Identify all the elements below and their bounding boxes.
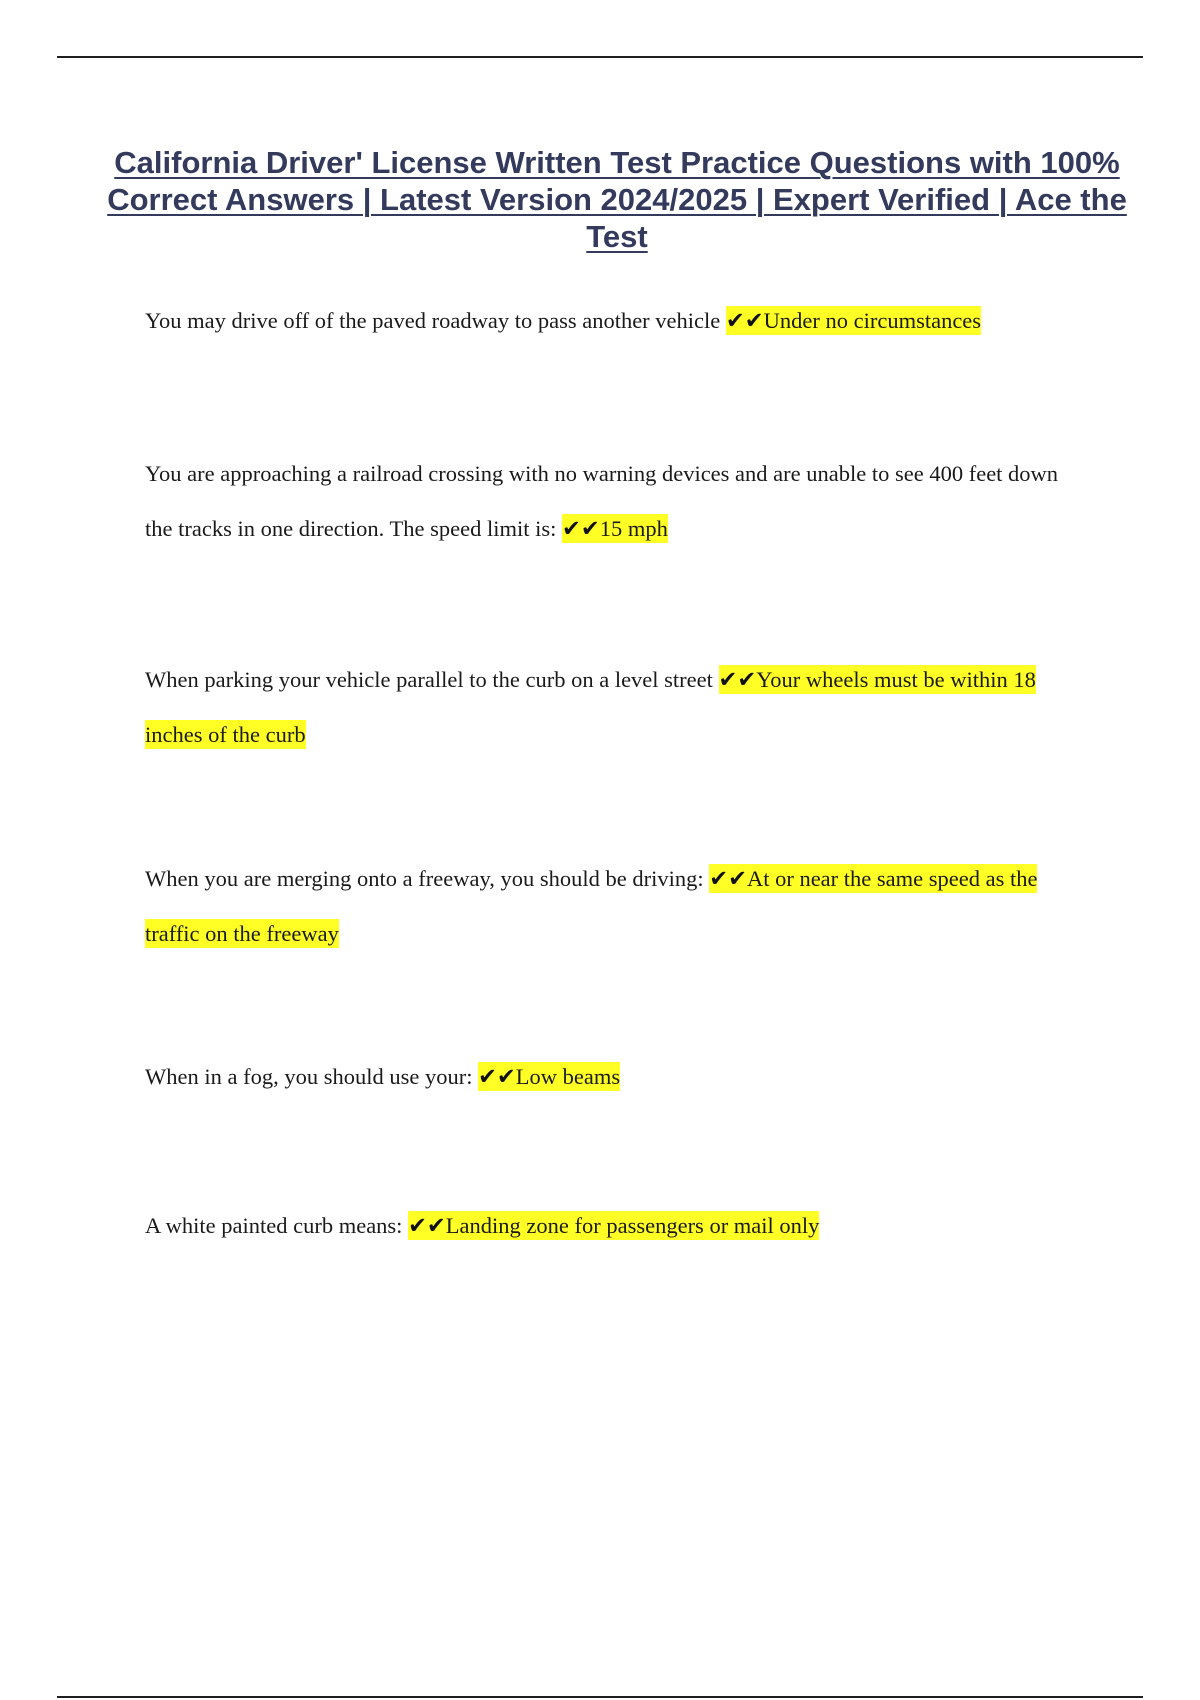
qa-item-6 [145, 1198, 1080, 1253]
question-text: When in a fog, you should use your: [145, 1064, 479, 1089]
qa-item-2 [145, 446, 1080, 556]
footer-rule [57, 1696, 1143, 1698]
document-title-text: California Driver' License Written Test Practice Questions with 100% Correct Answers | Latest Version 2024/2025 | Expert Verified | Ace the Test [107, 145, 1127, 254]
question-text: When you are merging onto a freeway, you should be driving: [145, 866, 710, 891]
document-title [100, 144, 1134, 255]
answer-text: At or near the same speed as the traffic on the freeway [145, 866, 1038, 946]
answer-highlight [562, 514, 668, 543]
question-text: You are approaching a railroad crossing with no warning devices and are unable to see 400 feet down the tracks in one direction. The speed limit is: [145, 461, 1059, 541]
answer-text: Landing zone for passengers or mail only [445, 1213, 820, 1238]
answer-text: Your wheels must be within 18 inches of the curb [145, 667, 1036, 747]
qa-item-3 [145, 652, 1080, 762]
question-text: A white painted curb means: [145, 1213, 409, 1238]
qa-item-4 [145, 851, 1080, 961]
answer-text: Under no circumstances [763, 308, 982, 333]
double-check-icon: ✔✔ [478, 1064, 516, 1089]
qa-item-5 [145, 1049, 1080, 1104]
double-check-icon: ✔✔ [408, 1213, 446, 1238]
question-text: When parking your vehicle parallel to the curb on a level street [145, 667, 719, 692]
qa-item-1 [145, 293, 1080, 348]
answer-highlight [478, 1062, 620, 1091]
question-text: You may drive off of the paved roadway to pass another vehicle [145, 308, 726, 333]
answer-text: Low beams [515, 1064, 621, 1089]
double-check-icon: ✔✔ [718, 667, 757, 692]
answer-highlight [726, 306, 981, 335]
header-rule [57, 56, 1143, 58]
double-check-icon: ✔✔ [562, 516, 600, 541]
double-check-icon: ✔✔ [725, 308, 764, 333]
double-check-icon: ✔✔ [709, 866, 747, 891]
answer-highlight [408, 1211, 819, 1240]
answer-text: 15 mph [599, 516, 668, 541]
